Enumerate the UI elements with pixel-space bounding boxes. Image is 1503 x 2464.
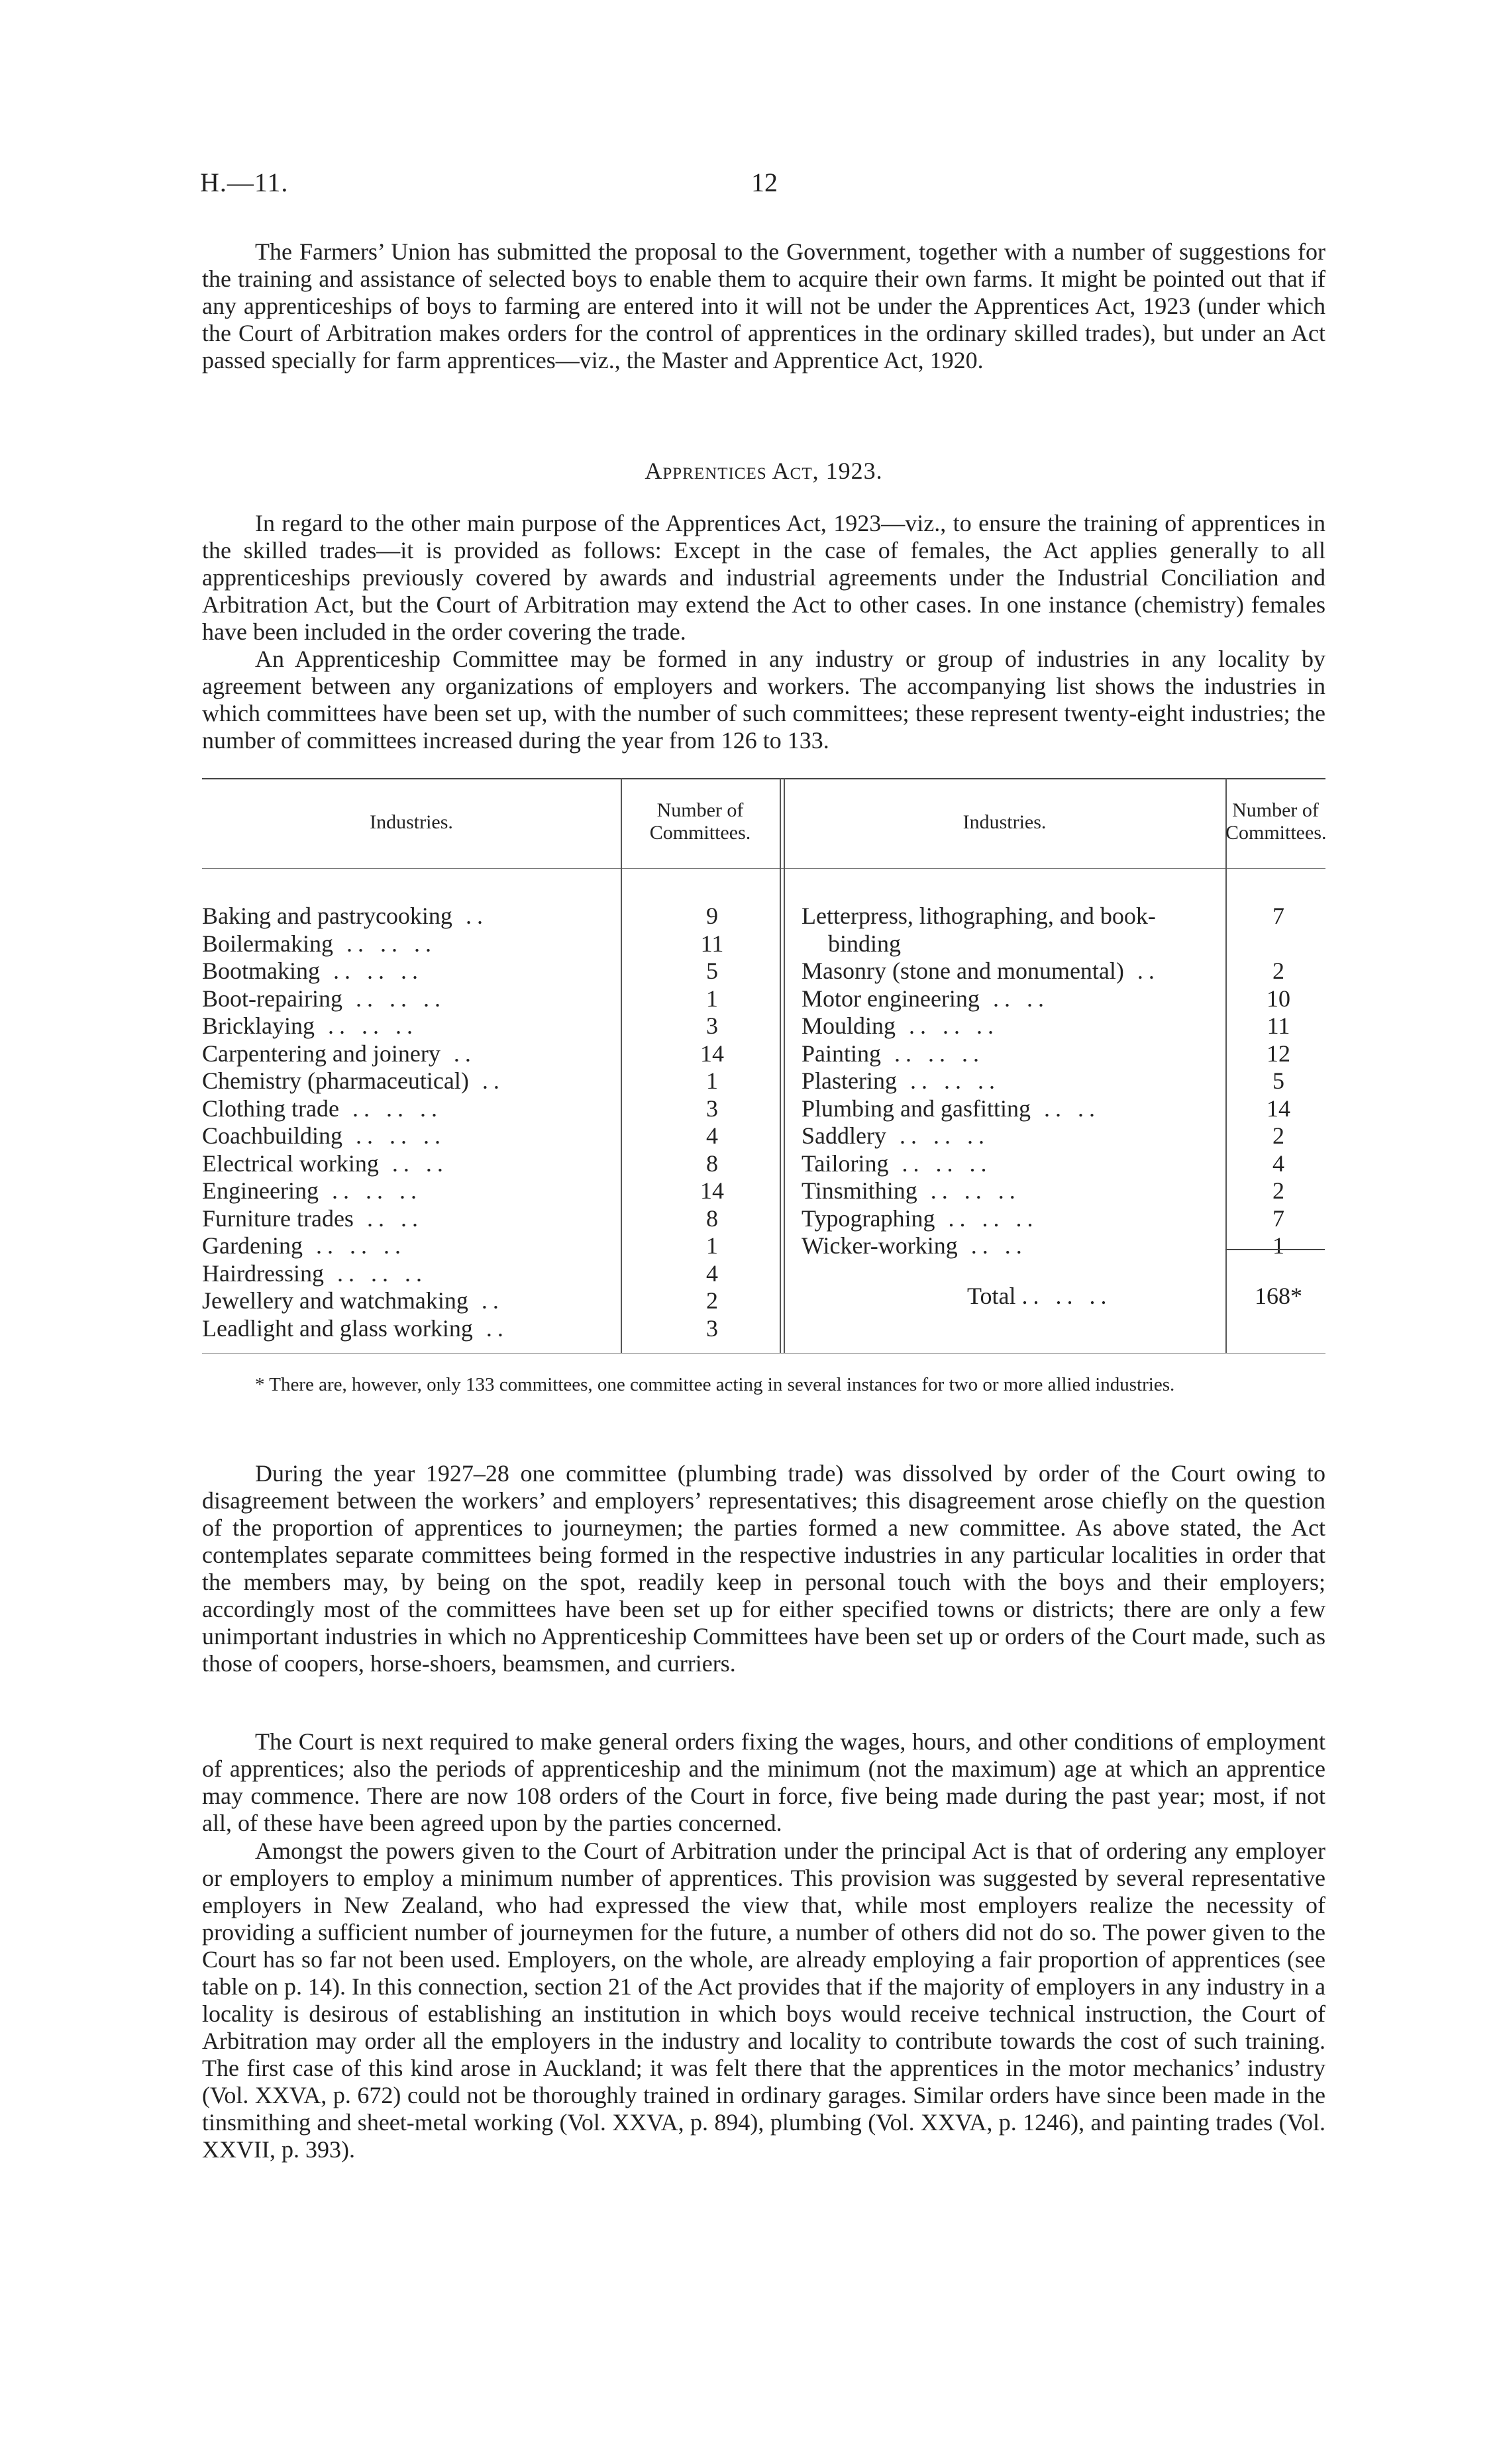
table-divider [1225,778,1227,1353]
leader-dots: .. [486,1314,509,1342]
industry-name: Wicker-working [802,1232,958,1259]
header-text: Number of [656,799,744,821]
industry-name: Boilermaking [202,930,333,957]
committee-count: 4 [706,1259,718,1287]
committee-count [1232,930,1325,958]
paragraph-farmers-union [202,238,1325,374]
industry-name: Plastering [802,1067,897,1094]
table-row-right-industry [802,958,1199,985]
leader-dots: .. .. .. [894,1040,985,1067]
industry-name: Bootmaking [202,958,320,984]
table-row-right-industry [802,1177,1199,1205]
table-top-rule [202,778,1325,779]
total-text: Total [967,1283,1016,1309]
leader-dots: .. .. .. [899,1122,990,1149]
industry-name: Letterpress, lithographing, and book- [802,903,1156,929]
leader-dots: .. [481,1287,504,1314]
table-row-right-industry [802,1205,1199,1232]
total-rule [1225,1249,1325,1250]
table-row-left-industry [202,1287,613,1314]
committee-count: 4 [706,1122,718,1149]
industry-name: Moulding [802,1012,896,1039]
industry-name: Furniture trades [202,1205,354,1232]
table-row-left-industry [202,1067,613,1095]
table-row-right-industry [802,1040,1199,1067]
section-title: Apprentices Act, 1923. [645,458,883,484]
committee-count: 1 [706,1067,718,1094]
leader-dots: .. .. .. [352,1095,442,1122]
committee-count: 4 [1272,1150,1284,1177]
industry-name: Clothing trade [202,1095,339,1122]
leader-dots: .. .. .. [930,1177,1021,1204]
committee-count: 10 [1267,985,1290,1012]
paragraph-text: In regard to the other main purpose of the Apprentices Act, 1923—viz., to ensure the training of apprentices in the skilled trades—it is provided as follows: Except in the case of females, the Act applies generally to all apprenticeships previously covered by awards and industrial agreements under the Industrial Conciliation and Arbitration Act, but the Court of Arbitration may extend the Act to other cases. In one instance (chemistry) females have been included in the order covering the trade. [202,510,1325,645]
header-committees-left [621,799,780,844]
table-row-right-industry [802,930,1225,958]
table-row-left-industry [202,958,613,985]
committee-count: 7 [1272,1205,1284,1232]
industry-name: Masonry (stone and monumental) [802,958,1124,984]
industry-name: Tinsmithing [802,1177,917,1204]
industry-name: Typographing [802,1205,935,1232]
committee-count: 14 [700,1040,724,1067]
committee-count: 11 [700,930,724,957]
committee-count: 5 [1272,1067,1284,1094]
leader-dots: .. .. [992,985,1049,1012]
committee-count: 14 [1267,1095,1290,1122]
leader-dots: .. .. [1044,1095,1100,1122]
committee-count: 1 [706,1232,718,1259]
industry-name: Motor engineering [802,985,980,1012]
table-row-left-industry [202,1095,613,1122]
header-industries-left: Industries. [370,811,453,833]
table-row-right-industry [802,985,1199,1012]
paragraph-purpose [202,510,1325,646]
industry-name: Tailoring [802,1150,889,1177]
committee-count: 8 [706,1150,718,1177]
committee-count: 11 [1267,1012,1290,1039]
committee-count: 2 [1272,1177,1284,1204]
header-industries-right: Industries. [962,811,1047,833]
industry-name: Leadlight and glass working [202,1314,473,1342]
paragraph-text: The Court is next required to make general orders fixing the wages, hours, and other conditions of employment of apprentices; also the periods of apprenticeship and the minimum (not the maximum) age at which an apprentice may commence. There are now 108 orders of the Court in force, five being made during the past year; most, if not all, of these have been agreed upon by the parties concerned. [202,1728,1325,1836]
leader-dots: .. .. .. [909,1012,1000,1039]
committee-count: 3 [706,1314,718,1342]
industry-name: Engineering [202,1177,319,1204]
paragraph-powers [202,1838,1325,2163]
committee-count: 2 [706,1287,718,1314]
leader-dots: .. .. [366,1205,423,1232]
table-row-left-industry [202,1315,613,1342]
paragraph-text: During the year 1927–28 one committee (plumbing trade) was dissolved by order of the Court owing to disagreement between the workers’ and employers’ representatives; this disagreement arose chiefly on the question of the proportion of apprentices to journeymen; the parties formed a new committee. As above stated, the Act contemplates separate committees being formed in the respective industries in any particular localities in order that the members may, by being on the spot, readily keep in personal touch with the boys and their employers; accordingly most of the committees have been set up for either specified towns or districts; there are only a few unimportant industries in which no Apprenticeship Committees have been set up or orders of the Court made, such as those of coopers, horse-shoers, beamsmen, and curriers. [202,1460,1325,1677]
leader-dots: .. .. [391,1150,448,1177]
header-text: Number of [1232,799,1319,821]
document-reference: H.—11. [200,168,289,197]
table-bottom-rule [202,1353,1325,1354]
table-row-left-industry [202,1150,613,1177]
table-row-left-industry [202,1012,613,1040]
paragraph-during-year [202,1460,1325,1677]
industry-name: Jewellery and watchmaking [202,1287,468,1314]
header-committees-right [1225,799,1325,844]
leader-dots: .. .. .. [1021,1283,1112,1309]
table-header-rule [202,868,1325,869]
industry-name: binding [828,930,902,957]
leader-dots: .. .. .. [355,1122,446,1149]
industry-name: Chemistry (pharmaceutical) [202,1067,469,1094]
paragraph-text: The Farmers’ Union has submitted the proposal to the Government, together with a number of suggestions for the training and assistance of selected boys to enable them to acquire their own farms. It might be pointed out that if any apprenticeships of boys to farming are entered into it will not be under the Apprentices Act, 1923 (under which the Court of Arbitration makes orders for the control of apprentices in the ordinary skilled trades), but under an Act passed specially for farm apprentices—viz., the Master and Apprentice Act, 1920. [202,238,1325,373]
committee-count: 3 [706,1012,718,1039]
industry-name: Carpentering and joinery [202,1040,441,1067]
leader-dots: .. .. .. [909,1067,1000,1094]
header-text: Committees. [649,822,751,844]
table-row-right-industry [802,1067,1199,1095]
leader-dots: .. .. .. [337,1259,427,1287]
committee-count: 1 [1272,1232,1284,1259]
leader-dots: .. [1137,958,1160,984]
table-row-right-industry [802,1150,1199,1177]
leader-dots: .. .. [970,1232,1027,1259]
committee-count: 12 [1267,1040,1290,1067]
industry-name: Plumbing and gasfitting [802,1095,1031,1122]
leader-dots: .. [453,1040,476,1067]
industry-name: Electrical working [202,1150,379,1177]
leader-dots: .. .. .. [902,1150,992,1177]
paragraph-text: Amongst the powers given to the Court of Arbitration under the principal Act is that of ordering any employer or employers to employ a minimum number of apprentices. This provision was suggested by several representative employers in New Zealand, who had expressed the view that, while most employers realize the necessity of providing a sufficient number of journeymen for the future, a number of others did not do so. The power given to the Court has so far not been used. Employers, on the whole, are already employing a fair proportion of apprentices (see table on p. 14). In this connection, section 21 of the Act provides that if the majority of employers in any industry in a locality is desirous of establishing an institution in which boys would receive technical instruction, the Court of Arbitration may order all the employers in the industry and locality to contribute towards the cost of such training. The first case of this kind arose in Auckland; it was felt there that the apprentices in the motor mechanics’ industry (Vol. XXVA, p. 672) could not be thoroughly trained in ordinary garages. Similar orders have since been made in the tinsmithing and sheet-metal working (Vol. XXVA, p. 894), plumbing (Vol. XXVA, p. 1246), and painting trades (Vol. XXVII, p. 393). [202,1838,1325,2163]
industry-name: Hairdressing [202,1259,324,1287]
table-footnote: * There are, however, only 133 committees, one committee acting in several instances for two or more allied industries. [255,1374,1175,1395]
table-row-right-industry [802,1232,1199,1259]
industry-name: Saddlery [802,1122,886,1149]
paragraph-text: An Apprenticeship Committee may be formed in any industry or group of industries in any locality by agreement between any organizations of employers and workers. The accompanying list shows the industries in which committees have been set up, with the number of such committees; these represent twenty-eight industries; the number of committees increased during the year from 126 to 133. [202,646,1325,754]
committee-count: 3 [706,1095,718,1122]
table-row-left-industry [202,903,613,930]
table-divider [621,778,622,1353]
leader-dots: .. .. .. [327,1012,418,1039]
table-row-left-industry [202,1122,613,1150]
leader-dots: .. .. .. [315,1232,406,1259]
leader-dots: .. [482,1067,505,1094]
table-row-right-industry [802,903,1199,930]
table-row-right-industry [802,1012,1199,1040]
committees-table [202,778,1325,1361]
table-row-left-industry [202,930,613,958]
table-row-left-industry [202,1205,613,1232]
industry-name: Boot-repairing [202,985,342,1012]
total-count: 168* [1255,1283,1302,1309]
table-row-left-industry [202,1177,613,1205]
header-text: Committees. [1225,822,1327,844]
table-row-left-industry [202,1232,613,1259]
table-row-right-industry [802,1095,1199,1122]
committee-count: 9 [706,903,718,929]
industry-name: Bricklaying [202,1012,315,1039]
industry-name: Coachbuilding [202,1122,342,1149]
committee-count: 7 [1272,903,1284,929]
committee-count: 8 [706,1205,718,1232]
table-row-left-industry [202,1260,613,1287]
committee-count: 1 [706,985,718,1012]
table-row-left-industry [202,1040,613,1067]
committee-count: 5 [706,958,718,984]
paragraph-court-orders [202,1728,1325,1837]
leader-dots: .. .. .. [355,985,446,1012]
leader-dots: .. .. .. [331,1177,422,1204]
paragraph-committee [202,646,1325,754]
committee-count: 2 [1272,958,1284,984]
industry-name: Baking and pastrycooking [202,903,452,929]
industry-name: Painting [802,1040,882,1067]
page-number: 12 [751,168,778,197]
leader-dots: .. .. .. [948,1205,1039,1232]
leader-dots: .. [465,903,488,929]
total-label [802,1283,1199,1310]
industry-name: Gardening [202,1232,303,1259]
committee-count: 14 [700,1177,724,1204]
table-row-right-industry [802,1122,1199,1150]
leader-dots: .. .. .. [333,958,423,984]
committee-count: 2 [1272,1122,1284,1149]
leader-dots: .. .. .. [346,930,437,957]
table-row-left-industry [202,985,613,1012]
